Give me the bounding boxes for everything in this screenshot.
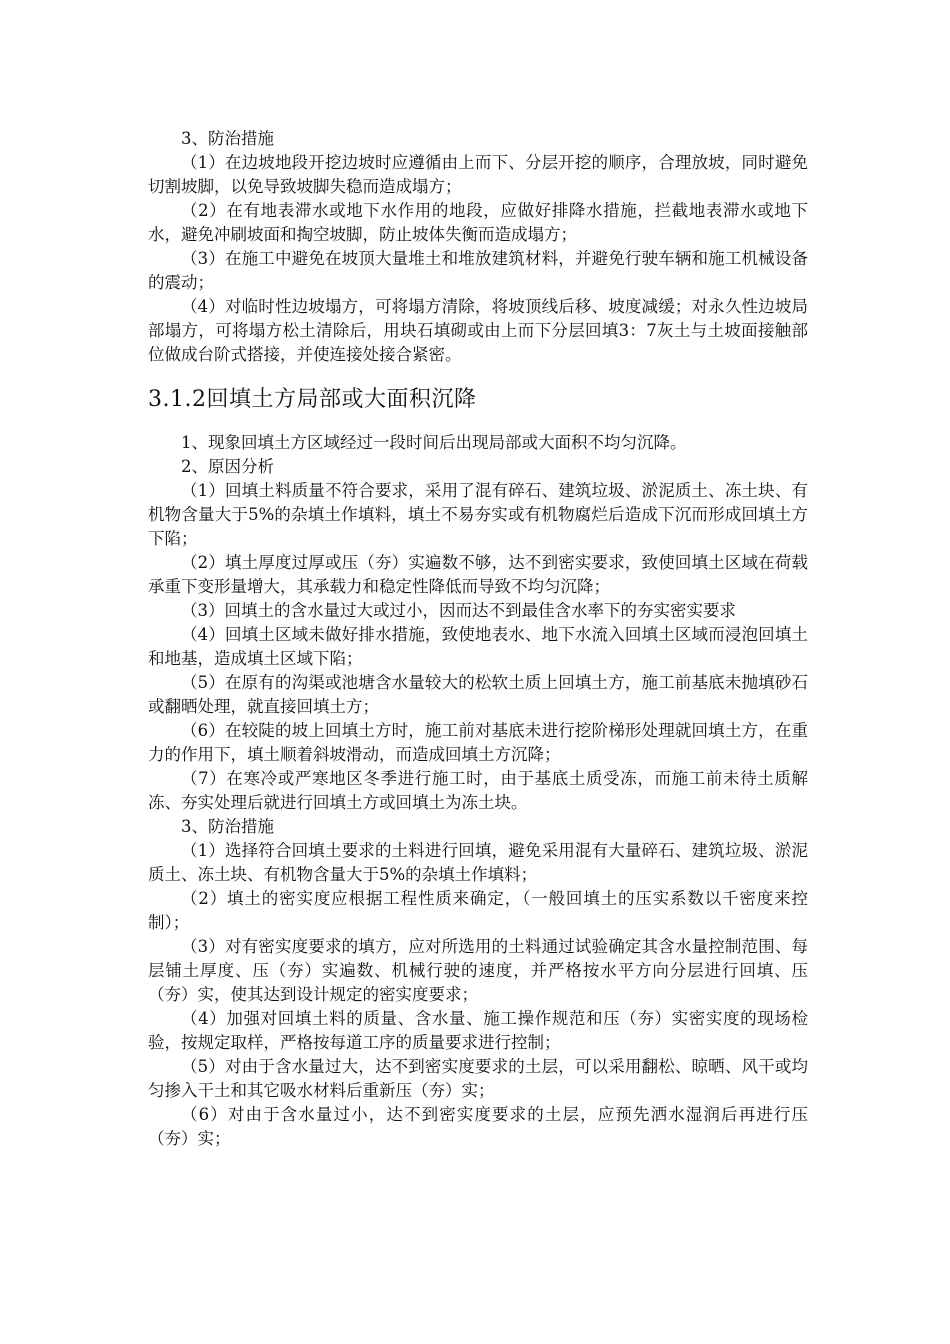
measure-item-6: （6）对由于含水量过小，达不到密实度要求的土层，应预先洒水湿润后再进行压（夯）实； [148, 1105, 808, 1148]
cause-item-5: （5）在原有的沟渠或池塘含水量较大的松软土质上回填土方，施工前基底未抛填砂石或翻晒处理，就直接回填土方； [148, 673, 808, 716]
measure-item-1: （1）选择符合回填土要求的土料进行回填，避免采用混有大量碎石、建筑垃圾、淤泥质土、冻土块、有机物含量大于5%的杂填土作填料； [148, 841, 808, 884]
cause-heading: 2、原因分析 [181, 457, 274, 476]
cause-item-7: （7）在寒冷或严寒地区冬季进行施工时，由于基底土质受冻，而施工前未待土质解冻、夯实处理后就进行回填土方或回填土为冻土块。 [148, 769, 808, 812]
prevention-heading-1: 3、防治措施 [181, 129, 274, 148]
cause-item-3: （3）回填土的含水量过大或过小，因而达不到最佳含水率下的夯实密实要求 [181, 601, 736, 620]
cause-item-2: （2）填土厚度过厚或压（夯）实遍数不够，达不到密实要求，致使回填土区域在荷载承重下变形量增大，其承载力和稳定性降低而导致不均匀沉降； [148, 553, 808, 596]
document-body [148, 127, 808, 1151]
section-title: 3.1.2回填土方局部或大面积沉降 [148, 387, 477, 412]
prevention-item-2: （2）在有地表滞水或地下水作用的地段，应做好排降水措施，拦截地表滞水或地下水，避免冲刷坡面和掏空坡脚，防止坡体失衡而造成塌方； [148, 201, 808, 244]
prevention-item-1: （1）在边坡地段开挖边坡时应遵循由上而下、分层开挖的顺序，合理放坡，同时避免切割坡脚，以免导致坡脚失稳而造成塌方； [148, 153, 808, 196]
cause-item-6: （6）在较陡的坡上回填土方时，施工前对基底未进行挖阶梯形处理就回填土方，在重力的作用下，填土顺着斜坡滑动，而造成回填土方沉降； [148, 721, 808, 764]
prevention-item-3: （3）在施工中避免在坡顶大量堆土和堆放建筑材料，并避免行驶车辆和施工机械设备的震动； [148, 249, 808, 292]
measure-heading: 3、防治措施 [181, 817, 274, 836]
cause-item-1: （1）回填土料质量不符合要求，采用了混有碎石、建筑垃圾、淤泥质土、冻土块、有机物含量大于5%的杂填土作填料，填土不易夯实或有机物腐烂后造成下沉而形成回填土方下陷； [148, 481, 808, 548]
prevention-item-4: （4）对临时性边坡塌方，可将塌方清除，将坡顶线后移、坡度减缓；对永久性边坡局部塌方，可将塌方松土清除后，用块石填砌或由上而下分层回填3：7灰土与土坡面接触部位做成台阶式搭接，并使连接处接合紧密。 [148, 297, 808, 364]
measure-item-2: （2）填土的密实度应根据工程性质来确定，（一般回填土的压实系数以千密度来控制）； [148, 889, 808, 932]
measure-item-3: （3）对有密实度要求的填方，应对所选用的土料通过试验确定其含水量控制范围、每层铺土厚度、压（夯）实遍数、机械行驶的速度，并严格按水平方向分层进行回填、压（夯）实，使其达到设计规定的密实度要求； [148, 937, 808, 1004]
cause-item-4: （4）回填土区域未做好排水措施，致使地表水、地下水流入回填土区域而浸泡回填土和地基，造成填土区域下陷； [148, 625, 808, 668]
phenomenon-paragraph: 1、现象回填土方区域经过一段时间后出现局部或大面积不均匀沉降。 [181, 433, 687, 452]
measure-item-4: （4）加强对回填土料的质量、含水量、施工操作规范和压（夯）实密实度的现场检验，按规定取样，严格按每道工序的质量要求进行控制； [148, 1009, 808, 1052]
measure-item-5: （5）对由于含水量过大，达不到密实度要求的土层，可以采用翻松、晾晒、风干或均匀掺入干土和其它吸水材料后重新压（夯）实； [148, 1057, 808, 1100]
